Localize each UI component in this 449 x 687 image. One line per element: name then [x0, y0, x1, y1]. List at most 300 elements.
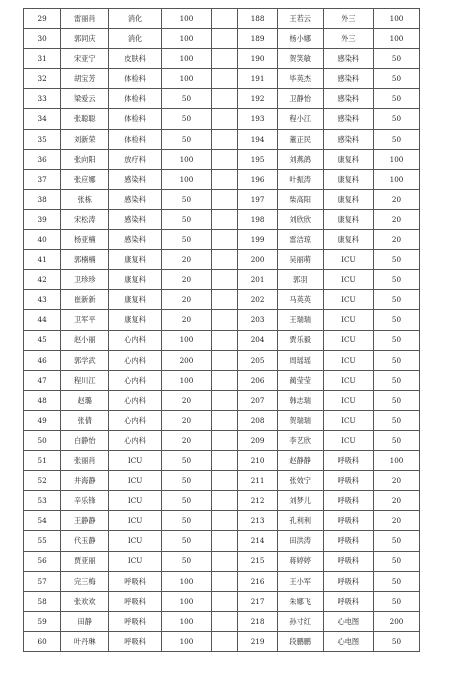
left-row-number: 55	[24, 531, 61, 551]
left-amount: 100	[161, 611, 211, 631]
right-person-name: 杨小娜	[277, 29, 323, 49]
column-gap	[212, 270, 238, 290]
left-amount: 20	[161, 410, 211, 430]
right-row-number: 201	[238, 270, 277, 290]
column-gap	[212, 531, 238, 551]
left-row-number: 59	[24, 611, 61, 631]
right-amount: 50	[374, 350, 420, 370]
right-department: 康复科	[323, 149, 373, 169]
table-row	[24, 631, 420, 651]
left-row-number: 33	[24, 89, 61, 109]
left-row-number: 42	[24, 270, 61, 290]
left-row-number: 34	[24, 109, 61, 129]
column-gap	[212, 571, 238, 591]
column-gap	[212, 89, 238, 109]
table-row	[24, 169, 420, 189]
left-amount: 100	[161, 69, 211, 89]
column-gap	[212, 69, 238, 89]
right-person-name: 李艺欣	[277, 430, 323, 450]
left-row-number: 36	[24, 149, 61, 169]
column-gap	[212, 370, 238, 390]
right-person-name: 王若云	[277, 9, 323, 29]
column-gap	[212, 330, 238, 350]
left-person-name: 崔新新	[61, 290, 109, 310]
left-department: 感染科	[109, 209, 162, 229]
right-person-name: 周瑶瑶	[277, 350, 323, 370]
column-gap	[212, 350, 238, 370]
right-row-number: 216	[238, 571, 277, 591]
right-department: 心电图	[323, 631, 373, 651]
donation-table	[23, 8, 420, 652]
right-person-name: 雷洁琼	[277, 230, 323, 250]
left-amount: 50	[161, 491, 211, 511]
right-department: 感染科	[323, 69, 373, 89]
left-person-name: 张栋	[61, 189, 109, 209]
left-department: 放疗科	[109, 149, 162, 169]
left-row-number: 60	[24, 631, 61, 651]
right-row-number: 202	[238, 290, 277, 310]
right-department: 呼吸科	[323, 491, 373, 511]
right-person-name: 卫静怡	[277, 89, 323, 109]
left-amount: 20	[161, 270, 211, 290]
left-row-number: 49	[24, 410, 61, 430]
column-gap	[212, 49, 238, 69]
right-amount: 50	[374, 69, 420, 89]
left-department: ICU	[109, 471, 162, 491]
left-amount: 20	[161, 310, 211, 330]
right-person-name: 柴高阳	[277, 189, 323, 209]
right-department: 感染科	[323, 129, 373, 149]
right-amount: 50	[374, 571, 420, 591]
left-person-name: 张丽肖	[61, 451, 109, 471]
column-gap	[212, 209, 238, 229]
column-gap	[212, 390, 238, 410]
right-department: ICU	[323, 250, 373, 270]
right-amount: 20	[374, 189, 420, 209]
table-row	[24, 611, 420, 631]
right-person-name: 张效宁	[277, 471, 323, 491]
left-amount: 100	[161, 29, 211, 49]
left-amount: 50	[161, 89, 211, 109]
table-body	[24, 9, 420, 652]
right-department: 呼吸科	[323, 471, 373, 491]
right-amount: 50	[374, 410, 420, 430]
right-amount: 100	[374, 149, 420, 169]
right-person-name: 朱娜飞	[277, 591, 323, 611]
left-person-name: 代玉静	[61, 531, 109, 551]
right-person-name: 蔺莹莹	[277, 370, 323, 390]
left-person-name: 赵璐	[61, 390, 109, 410]
right-department: 外三	[323, 29, 373, 49]
left-amount: 50	[161, 451, 211, 471]
column-gap	[212, 591, 238, 611]
left-person-name: 张倩	[61, 410, 109, 430]
left-person-name: 赵小丽	[61, 330, 109, 350]
left-department: 感染科	[109, 189, 162, 209]
left-person-name: 贾亚丽	[61, 551, 109, 571]
right-person-name: 郭羽	[277, 270, 323, 290]
right-department: 心电图	[323, 611, 373, 631]
column-gap	[212, 451, 238, 471]
column-gap	[212, 290, 238, 310]
right-department: ICU	[323, 270, 373, 290]
right-person-name: 孙寸红	[277, 611, 323, 631]
right-amount: 100	[374, 29, 420, 49]
column-gap	[212, 551, 238, 571]
left-row-number: 41	[24, 250, 61, 270]
column-gap	[212, 9, 238, 29]
left-person-name: 宋松涛	[61, 209, 109, 229]
left-person-name: 白静怡	[61, 430, 109, 450]
left-amount: 50	[161, 511, 211, 531]
left-row-number: 46	[24, 350, 61, 370]
right-amount: 20	[374, 491, 420, 511]
left-person-name: 叶丹琳	[61, 631, 109, 651]
left-amount: 100	[161, 631, 211, 651]
right-amount: 20	[374, 511, 420, 531]
right-row-number: 194	[238, 129, 277, 149]
left-department: 心内科	[109, 390, 162, 410]
right-department: 感染科	[323, 49, 373, 69]
right-row-number: 214	[238, 531, 277, 551]
right-department: ICU	[323, 410, 373, 430]
right-amount: 50	[374, 250, 420, 270]
table-row	[24, 189, 420, 209]
left-person-name: 张聪聪	[61, 109, 109, 129]
left-person-name: 田静	[61, 611, 109, 631]
right-amount: 50	[374, 430, 420, 450]
left-person-name: 郭学武	[61, 350, 109, 370]
left-row-number: 37	[24, 169, 61, 189]
right-person-name: 王小军	[277, 571, 323, 591]
right-row-number: 188	[238, 9, 277, 29]
table-row	[24, 89, 420, 109]
column-gap	[212, 230, 238, 250]
column-gap	[212, 109, 238, 129]
right-amount: 20	[374, 230, 420, 250]
left-amount: 100	[161, 370, 211, 390]
left-amount: 50	[161, 471, 211, 491]
right-row-number: 191	[238, 69, 277, 89]
left-row-number: 39	[24, 209, 61, 229]
left-amount: 20	[161, 290, 211, 310]
right-department: 感染科	[323, 109, 373, 129]
right-row-number: 190	[238, 49, 277, 69]
left-person-name: 刘新荣	[61, 129, 109, 149]
right-department: ICU	[323, 350, 373, 370]
table-row	[24, 571, 420, 591]
left-row-number: 43	[24, 290, 61, 310]
table-row	[24, 310, 420, 330]
right-row-number: 212	[238, 491, 277, 511]
left-row-number: 30	[24, 29, 61, 49]
right-row-number: 213	[238, 511, 277, 531]
right-person-name: 贺瑞瑞	[277, 410, 323, 430]
column-gap	[212, 491, 238, 511]
table-row	[24, 230, 420, 250]
right-person-name: 贾乐毅	[277, 330, 323, 350]
right-amount: 50	[374, 270, 420, 290]
right-amount: 50	[374, 591, 420, 611]
left-department: 心内科	[109, 330, 162, 350]
left-amount: 100	[161, 49, 211, 69]
table-row	[24, 69, 420, 89]
left-department: 体检科	[109, 89, 162, 109]
table-row	[24, 471, 420, 491]
left-department: 康复科	[109, 250, 162, 270]
right-row-number: 209	[238, 430, 277, 450]
right-row-number: 205	[238, 350, 277, 370]
left-amount: 50	[161, 209, 211, 229]
left-row-number: 29	[24, 9, 61, 29]
right-amount: 50	[374, 89, 420, 109]
left-department: 体检科	[109, 69, 162, 89]
left-row-number: 45	[24, 330, 61, 350]
right-person-name: 程小江	[277, 109, 323, 129]
left-department: 呼吸科	[109, 631, 162, 651]
column-gap	[212, 250, 238, 270]
left-row-number: 57	[24, 571, 61, 591]
left-row-number: 35	[24, 129, 61, 149]
left-amount: 100	[161, 330, 211, 350]
left-department: ICU	[109, 551, 162, 571]
column-gap	[212, 511, 238, 531]
column-gap	[212, 29, 238, 49]
table-row	[24, 270, 420, 290]
table-row	[24, 350, 420, 370]
left-person-name: 宋亚宁	[61, 49, 109, 69]
right-amount: 50	[374, 129, 420, 149]
left-department: 呼吸科	[109, 591, 162, 611]
right-row-number: 196	[238, 169, 277, 189]
left-row-number: 53	[24, 491, 61, 511]
left-person-name: 梁爱云	[61, 89, 109, 109]
left-amount: 50	[161, 230, 211, 250]
right-amount: 50	[374, 109, 420, 129]
left-row-number: 48	[24, 390, 61, 410]
right-row-number: 192	[238, 89, 277, 109]
right-department: 呼吸科	[323, 511, 373, 531]
right-department: ICU	[323, 370, 373, 390]
left-department: 康复科	[109, 270, 162, 290]
table-row	[24, 511, 420, 531]
column-gap	[212, 430, 238, 450]
column-gap	[212, 611, 238, 631]
right-amount: 50	[374, 290, 420, 310]
right-amount: 50	[374, 310, 420, 330]
right-department: 康复科	[323, 230, 373, 250]
right-department: 呼吸科	[323, 591, 373, 611]
right-department: 外三	[323, 9, 373, 29]
left-amount: 50	[161, 531, 211, 551]
right-person-name: 刘燕鸽	[277, 149, 323, 169]
left-row-number: 50	[24, 430, 61, 450]
left-department: ICU	[109, 531, 162, 551]
right-row-number: 211	[238, 471, 277, 491]
table-row	[24, 149, 420, 169]
right-amount: 50	[374, 631, 420, 651]
left-amount: 100	[161, 149, 211, 169]
table-row	[24, 551, 420, 571]
left-department: 皮肤科	[109, 49, 162, 69]
right-row-number: 195	[238, 149, 277, 169]
right-amount: 100	[374, 169, 420, 189]
left-amount: 50	[161, 109, 211, 129]
right-amount: 20	[374, 471, 420, 491]
right-person-name: 田洪涛	[277, 531, 323, 551]
left-department: ICU	[109, 491, 162, 511]
right-amount: 50	[374, 330, 420, 350]
right-row-number: 193	[238, 109, 277, 129]
table-row	[24, 109, 420, 129]
column-gap	[212, 189, 238, 209]
right-person-name: 董正民	[277, 129, 323, 149]
right-person-name: 贺笑敏	[277, 49, 323, 69]
right-person-name: 刘梦儿	[277, 491, 323, 511]
right-person-name: 毕英杰	[277, 69, 323, 89]
right-amount: 50	[374, 370, 420, 390]
left-person-name: 郭楠楠	[61, 250, 109, 270]
table-row	[24, 451, 420, 471]
left-person-name: 雷丽肖	[61, 9, 109, 29]
right-row-number: 197	[238, 189, 277, 209]
right-person-name: 吴丽萌	[277, 250, 323, 270]
left-row-number: 47	[24, 370, 61, 390]
column-gap	[212, 169, 238, 189]
column-gap	[212, 129, 238, 149]
left-person-name: 张欢欢	[61, 591, 109, 611]
table-row	[24, 29, 420, 49]
left-person-name: 张向阳	[61, 149, 109, 169]
left-person-name: 胡宝芳	[61, 69, 109, 89]
table-row	[24, 410, 420, 430]
column-gap	[212, 471, 238, 491]
right-row-number: 199	[238, 230, 277, 250]
right-department: 呼吸科	[323, 571, 373, 591]
right-department: ICU	[323, 310, 373, 330]
right-row-number: 204	[238, 330, 277, 350]
right-row-number: 189	[238, 29, 277, 49]
right-row-number: 210	[238, 451, 277, 471]
column-gap	[212, 631, 238, 651]
table-row	[24, 129, 420, 149]
left-amount: 20	[161, 250, 211, 270]
left-row-number: 56	[24, 551, 61, 571]
left-person-name: 卫军平	[61, 310, 109, 330]
table-row	[24, 330, 420, 350]
right-person-name: 段鹏鹏	[277, 631, 323, 651]
left-amount: 100	[161, 169, 211, 189]
right-department: 康复科	[323, 169, 373, 189]
table-row	[24, 591, 420, 611]
left-department: 康复科	[109, 310, 162, 330]
left-amount: 20	[161, 430, 211, 450]
table-row	[24, 531, 420, 551]
left-amount: 100	[161, 571, 211, 591]
left-amount: 100	[161, 591, 211, 611]
left-person-name: 程川江	[61, 370, 109, 390]
left-person-name: 辛乐锋	[61, 491, 109, 511]
left-row-number: 40	[24, 230, 61, 250]
table-row	[24, 9, 420, 29]
right-row-number: 203	[238, 310, 277, 330]
left-row-number: 44	[24, 310, 61, 330]
column-gap	[212, 410, 238, 430]
left-person-name: 完三梅	[61, 571, 109, 591]
right-person-name: 蒋婷婷	[277, 551, 323, 571]
left-department: 康复科	[109, 290, 162, 310]
right-department: 康复科	[323, 209, 373, 229]
table-row	[24, 430, 420, 450]
right-person-name: 马英英	[277, 290, 323, 310]
left-row-number: 52	[24, 471, 61, 491]
left-person-name: 井海静	[61, 471, 109, 491]
right-department: ICU	[323, 330, 373, 350]
left-department: 感染科	[109, 230, 162, 250]
right-person-name: 赵静静	[277, 451, 323, 471]
right-person-name: 叶振涛	[277, 169, 323, 189]
left-department: 心内科	[109, 410, 162, 430]
right-row-number: 218	[238, 611, 277, 631]
table-row	[24, 390, 420, 410]
right-person-name: 韩志瑞	[277, 390, 323, 410]
left-department: 消化	[109, 9, 162, 29]
table-row	[24, 491, 420, 511]
right-department: ICU	[323, 290, 373, 310]
left-person-name: 卫珍珍	[61, 270, 109, 290]
left-row-number: 58	[24, 591, 61, 611]
table-row	[24, 290, 420, 310]
column-gap	[212, 310, 238, 330]
left-row-number: 38	[24, 189, 61, 209]
left-row-number: 31	[24, 49, 61, 69]
left-department: 体检科	[109, 129, 162, 149]
right-row-number: 206	[238, 370, 277, 390]
left-department: 心内科	[109, 370, 162, 390]
right-person-name: 孔利利	[277, 511, 323, 531]
table-row	[24, 209, 420, 229]
left-department: 感染科	[109, 169, 162, 189]
right-row-number: 215	[238, 551, 277, 571]
left-department: ICU	[109, 451, 162, 471]
left-row-number: 51	[24, 451, 61, 471]
left-department: 心内科	[109, 430, 162, 450]
left-department: 心内科	[109, 350, 162, 370]
table-row	[24, 250, 420, 270]
left-amount: 50	[161, 129, 211, 149]
table-row	[24, 49, 420, 69]
left-department: ICU	[109, 511, 162, 531]
left-row-number: 54	[24, 511, 61, 531]
right-department: 呼吸科	[323, 551, 373, 571]
right-row-number: 208	[238, 410, 277, 430]
right-amount: 50	[374, 551, 420, 571]
right-department: ICU	[323, 390, 373, 410]
right-amount: 20	[374, 209, 420, 229]
left-person-name: 杨亚楠	[61, 230, 109, 250]
left-department: 消化	[109, 29, 162, 49]
left-department: 体检科	[109, 109, 162, 129]
right-row-number: 219	[238, 631, 277, 651]
right-department: 康复科	[323, 189, 373, 209]
left-person-name: 王静静	[61, 511, 109, 531]
left-amount: 20	[161, 390, 211, 410]
right-row-number: 207	[238, 390, 277, 410]
left-department: 呼吸科	[109, 571, 162, 591]
left-amount: 50	[161, 189, 211, 209]
left-row-number: 32	[24, 69, 61, 89]
right-row-number: 198	[238, 209, 277, 229]
